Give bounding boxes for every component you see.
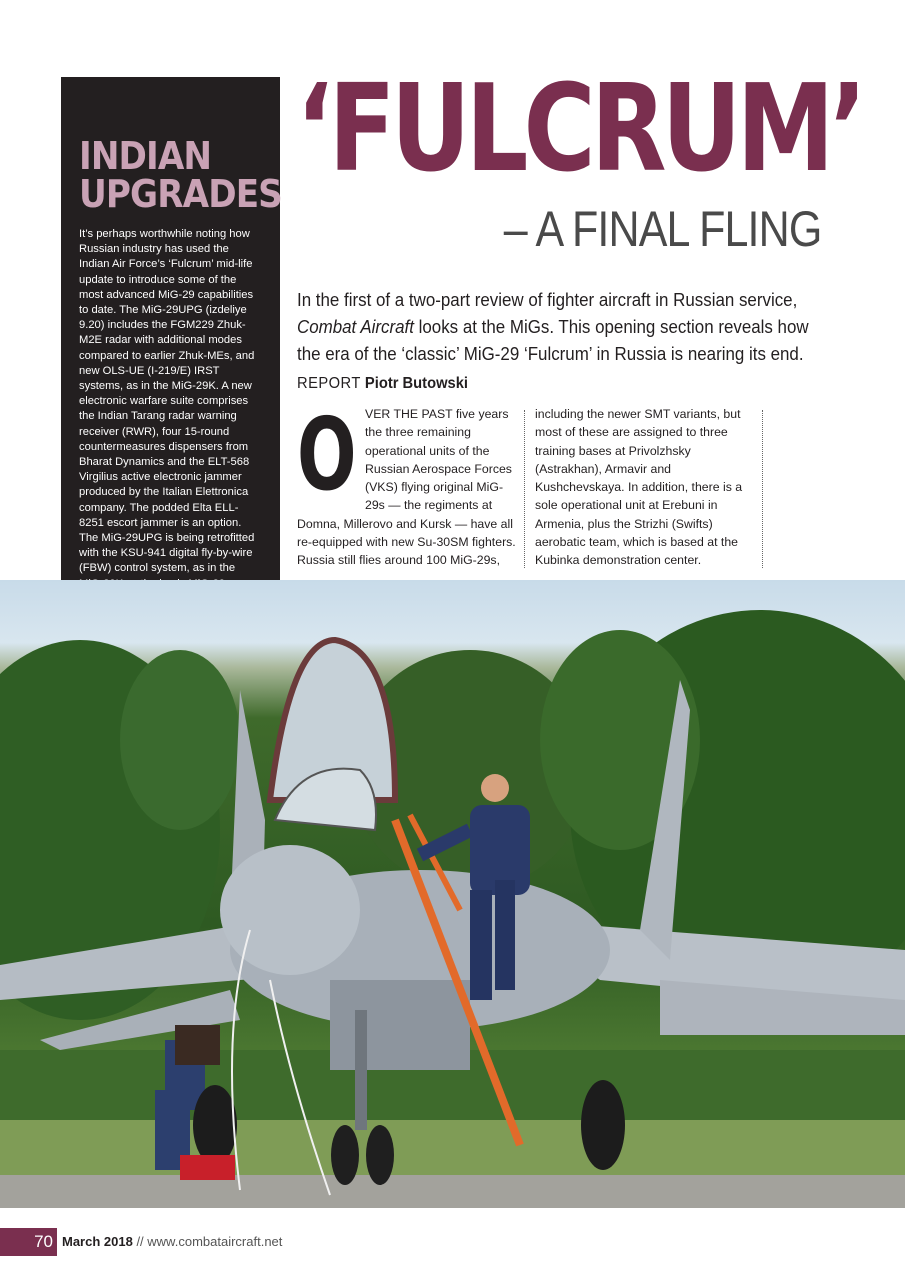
standfirst-italic: Combat Aircraft — [297, 317, 414, 337]
headline: ‘FULCRUM’ — [296, 60, 863, 199]
aircraft-photo — [0, 580, 905, 1208]
standfirst-part1: In the first of a two-part review of fighter aircraft in Russian service, — [297, 290, 798, 310]
sidebar-text: It’s perhaps worthwhile noting how Russian industry has used the Indian Air Force’s ‘Fulcrum’ mid-life update to introduce some of the most advanced MiG-29 capabilities to date. The MiG-29UPG (izdeliye 9.20) includes the FGM229 Zhuk-M2E radar with additional modes compared to earlier Zhuk-MEs, and new OLS-UE (I-219/E) IRST systems, as in the MiG-29K. A new electronic warfare suite comprises the Indian Tarang radar warning receiver (RWR), four 15-round countermeasures dispensers from Bharat Dynamics and the ELT-568 Virgilius active electronic jammer produced by the Italian Elettronica company. The podded Elta ELL-8251 escort jammer is an option. The MiG-29UPG is being retrofitted with the KSU-941 digital fly-by-wire (FBW) control system, as in the — [79, 228, 255, 575]
byline-label: REPORT — [297, 375, 361, 392]
byline — [297, 375, 468, 393]
subheadline: – A FINAL FLING — [503, 201, 821, 257]
body-column-2 — [535, 405, 759, 570]
page-number: 70 — [0, 1228, 57, 1256]
column-divider — [524, 410, 525, 568]
website-url: www.combataircraft.net — [147, 1234, 283, 1249]
drop-cap: O — [297, 396, 357, 513]
standfirst — [297, 287, 809, 368]
sidebar-box — [61, 77, 280, 622]
body-column-1 — [297, 396, 519, 570]
aircraft-illustration — [0, 580, 905, 1208]
footer-separator: // — [132, 1234, 148, 1249]
column-divider-right — [762, 410, 763, 568]
column-2-text: including the newer SMT variants, but most of these are assigned to three training bases at Privolzhsky (Astrakhan), Armavir and Kushchevskaya. In addition, there is a sole operational unit at Erebuni in Armenia, plus the Strizhi (Swifts) aerobatic team, which is based at the Kubinka demonstration center. — [535, 407, 743, 568]
byline-author: Piotr Butowski — [364, 375, 468, 392]
standfirst-part2: looks at the MiGs. This opening section reveals how the era of the ‘classic’ MiG-29 ‘Fulcrum’ in Russia is nearing its end. — [297, 317, 809, 364]
column-1-text: VER THE PAST five years the three remaining operational units of the Russian Aerospace Forces (VKS) flying original MiG-29s — the regiments at Domna, Millerovo and Kursk — have all re-equipped with new Su-30SM fighters. Russia still flies around 100 MiG-29s, — [297, 407, 516, 568]
sidebar-title: INDIAN UPGRADES — [79, 134, 282, 216]
issue-date: March 2018 — [62, 1234, 133, 1249]
footer-text — [62, 1234, 282, 1249]
page-footer — [0, 1228, 905, 1256]
